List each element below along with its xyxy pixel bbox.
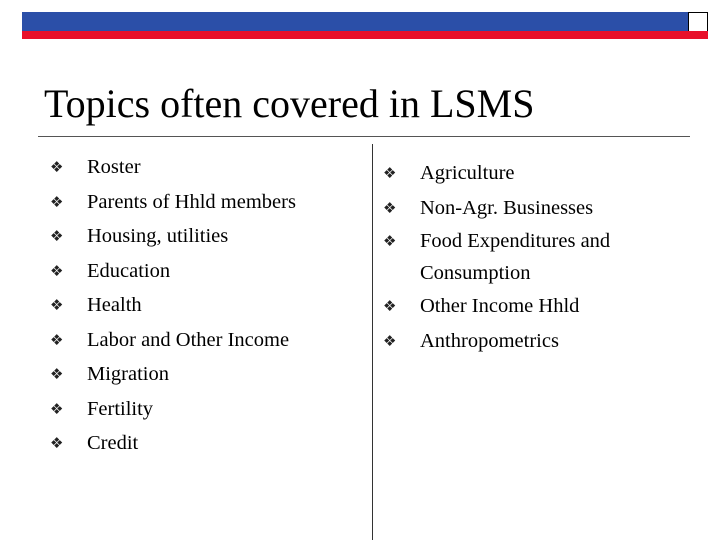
diamond-bullet-icon: ❖ bbox=[50, 296, 64, 314]
list-item-label: Labor and Other Income bbox=[87, 328, 290, 351]
diamond-bullet-icon: ❖ bbox=[383, 232, 397, 250]
list-item-label: Health bbox=[87, 294, 142, 316]
list-item bbox=[50, 392, 365, 427]
diamond-bullet-icon: ❖ bbox=[50, 192, 64, 211]
list-item bbox=[50, 150, 365, 185]
list-item-label: Credit bbox=[87, 432, 139, 454]
list-item bbox=[50, 323, 365, 358]
header-red-bar bbox=[22, 31, 688, 39]
list-item bbox=[383, 156, 703, 191]
list-item-label: Migration bbox=[87, 363, 169, 385]
diamond-bullet-icon: ❖ bbox=[50, 434, 64, 452]
diamond-bullet-icon: ❖ bbox=[50, 330, 64, 349]
header-blue-bar bbox=[22, 12, 688, 31]
list-item-label: Roster bbox=[87, 156, 141, 178]
list-item bbox=[50, 288, 365, 323]
diamond-bullet-icon: ❖ bbox=[50, 227, 64, 245]
column-divider bbox=[372, 144, 373, 540]
list-item-label: Other Income Hhld bbox=[420, 295, 580, 317]
slide-title: Topics often covered in LSMS bbox=[44, 81, 535, 126]
list-item bbox=[50, 185, 365, 220]
list-item-label: Anthropometrics bbox=[420, 329, 559, 352]
list-item-label: Agriculture bbox=[420, 162, 515, 184]
list-item bbox=[383, 225, 703, 289]
list-item-label: Food Expenditures and Consumption bbox=[420, 230, 611, 284]
title-underline bbox=[38, 136, 690, 137]
left-topic-list bbox=[50, 150, 365, 461]
list-item bbox=[50, 426, 365, 461]
diamond-bullet-icon: ❖ bbox=[383, 164, 397, 182]
list-item bbox=[50, 254, 365, 289]
list-item bbox=[383, 324, 703, 359]
diamond-bullet-icon: ❖ bbox=[50, 158, 64, 176]
list-item bbox=[50, 357, 365, 392]
diamond-bullet-icon: ❖ bbox=[383, 331, 397, 350]
right-topic-list bbox=[383, 156, 703, 358]
list-item bbox=[383, 191, 703, 226]
diamond-bullet-icon: ❖ bbox=[50, 399, 64, 418]
list-item bbox=[383, 289, 703, 324]
diamond-bullet-icon: ❖ bbox=[50, 365, 64, 383]
list-item-label: Fertility bbox=[87, 397, 154, 420]
list-item-label: Housing, utilities bbox=[87, 225, 229, 247]
list-item-label: Parents of Hhld members bbox=[87, 190, 296, 213]
header-corner-red-block bbox=[688, 31, 708, 39]
diamond-bullet-icon: ❖ bbox=[383, 198, 397, 217]
list-item-label: Education bbox=[87, 259, 171, 282]
list-item-label: Non-Agr. Businesses bbox=[420, 196, 594, 219]
diamond-bullet-icon: ❖ bbox=[383, 297, 397, 315]
list-item bbox=[50, 219, 365, 254]
diamond-bullet-icon: ❖ bbox=[50, 261, 64, 280]
